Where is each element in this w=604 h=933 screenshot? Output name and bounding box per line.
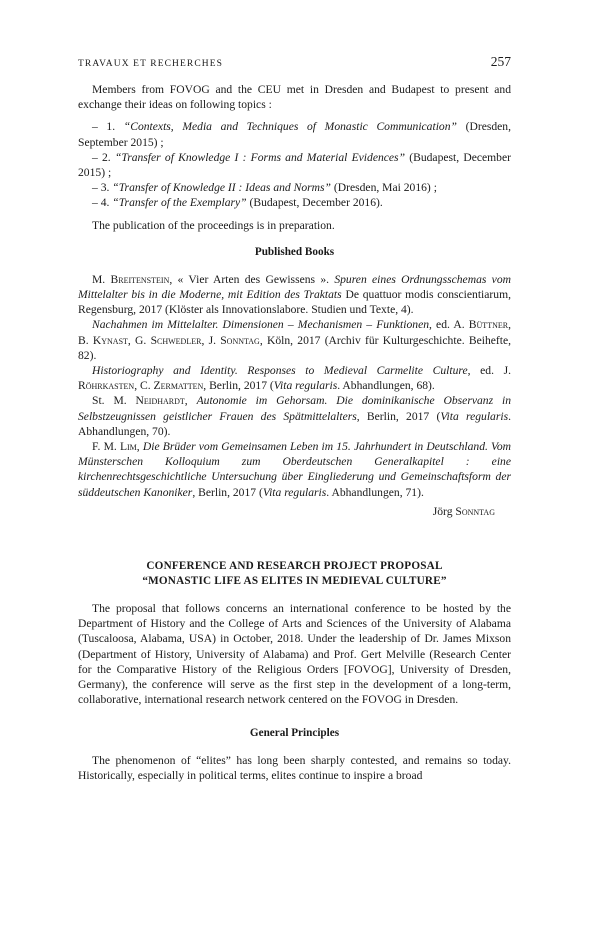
book-entry: St. M. Neidhardt, Autonomie im Gehorsam. Die dominikanische Observanz in Selbstzeugnissen geistlicher Frauen des Spätmittelalters, Berlin, 2017 (Vita regularis. Abhandlungen, 70).	[78, 394, 511, 438]
book-entry: Historiography and Identity. Responses to Medieval Carmelite Culture, ed. J. Röhrkasten, C. Zermatten, Berlin, 2017 (Vita regularis. Abhandlungen, 68).	[78, 364, 511, 393]
page	[78, 54, 511, 783]
topic-item: – 4. “Transfer of the Exemplary” (Budapest, December 2016).	[92, 196, 383, 210]
book-entry: Nachahmen im Mittelalter. Dimensionen – Mechanismen – Funktionen, ed. A. Büttner, B. Kynast, G. Schwedler, J. Sonntag, Köln, 2017 (Archiv für Kulturgeschichte. Beihefte, 82).	[78, 318, 512, 362]
proposal-heading-line2: “MONASTIC LIFE AS ELITES IN MEDIEVAL CULTURE”	[142, 575, 447, 588]
published-books-list	[78, 272, 511, 500]
signature: Jörg Sonntag	[432, 504, 495, 518]
running-title: TRAVAUX ET RECHERCHES	[78, 59, 224, 69]
proposal-paragraph: The proposal that follows concerns an international conference to be hosted by the Department of History and the College of Arts and Sciences of the University of Alabama (Tuscaloosa, Alabama, USA) in October, 2018. Under the leadership of Dr. James Mixson (Department of History, University of Alabama) and Prof. Gert Melville (Research Center for the Comparative History of the Religious Orders [FOVOG], University of Dresden, Germany), the conference will serve as the first step in the development of a long-term, collaborative, international research network centered on the FOVOG in Dresden.	[78, 602, 511, 707]
book-entry: F. M. Lim, Die Brüder vom Gemeinsamen Leben im 15. Jahrhundert in Deutschland. Vom Münsterschen Kolloquium zum Oberdeutschen Generalkapitel : eine kirchenrechtsgeschichtliche Untersuchung über Eingliederung und Gemeinschaftsform der süddeutschen Kanoniker, Berlin, 2017 (Vita regularis. Abhandlungen, 71).	[78, 440, 512, 499]
running-head	[78, 54, 511, 76]
general-principles-paragraph: The phenomenon of “elites” has long been sharply contested, and remains so today. Historically, especially in political terms, elites continue to inspire a broad	[78, 753, 511, 782]
general-principles-heading: General Principles	[249, 726, 340, 739]
topic-item: – 2. “Transfer of Knowledge I : Forms and Material Evidences” (Budapest, December 2015) ;	[78, 150, 511, 180]
intro-paragraph: Members from FOVOG and the CEU met in Dresden and Budapest to present and exchange their ideas on following topics :	[78, 83, 511, 112]
topics-list	[78, 119, 511, 210]
topic-item: – 1. “Contexts, Media and Techniques of Monastic Communication” (Dresden, September 2015) ;	[78, 120, 511, 149]
proposal-heading-line1: CONFERENCE AND RESEARCH PROJECT PROPOSAL	[146, 560, 443, 573]
topic-item: – 3. “Transfer of Knowledge II : Ideas and Norms” (Dresden, Mai 2016) ;	[92, 181, 437, 195]
book-entry: M. Breitenstein, « Vier Arten des Gewissens ». Spuren eines Ordnungsschemas vom Mittelalter bis in die Moderne, mit Edition des Traktats De quattuor modis conscientiarum, Regensburg, 2017 (Klöster als Innovationslabore. Studien und Texte, 4).	[78, 272, 512, 317]
published-books-heading: Published Books	[254, 245, 335, 258]
publication-note: The publication of the proceedings is in preparation.	[92, 218, 335, 232]
page-number: 257	[490, 54, 511, 69]
